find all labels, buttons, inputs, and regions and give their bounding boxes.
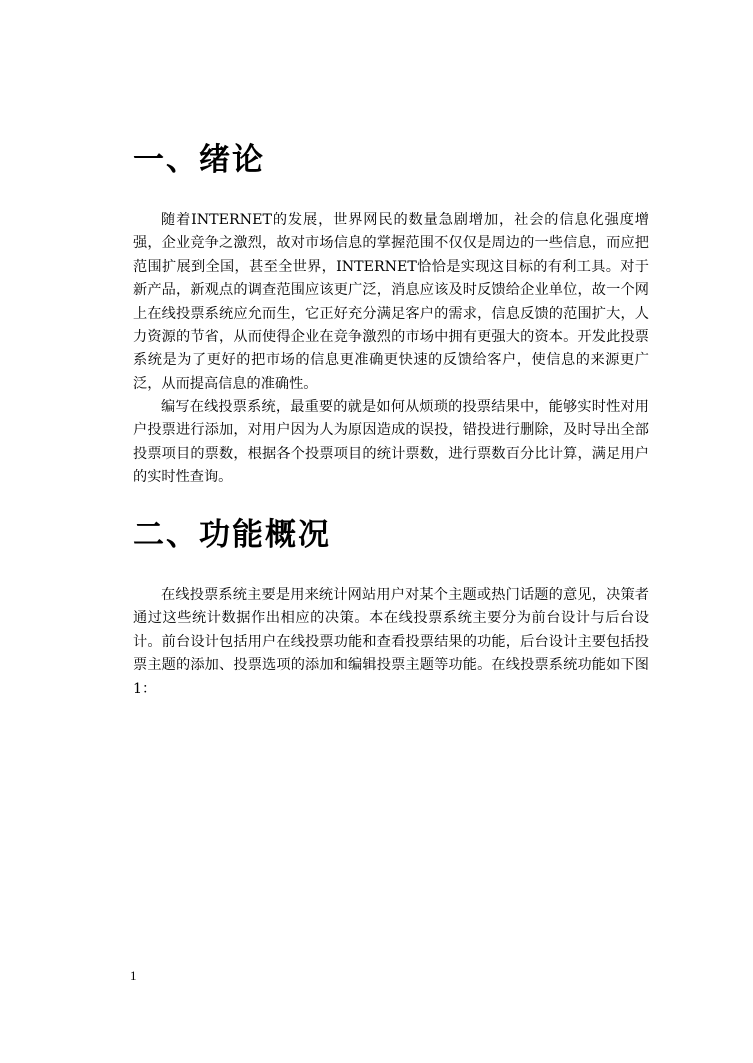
section-heading-introduction: 一、绪论 <box>133 142 265 178</box>
page-number: 1 <box>130 968 137 983</box>
intro-paragraph-2: 编写在线投票系统，最重要的就是如何从烦琐的投票结果中，能够实时性对用户投票进行添加，对用户因为人为原因造成的误投，错投进行删除，及时导出全部投票项目的票数，根据各个投票项目的统计票数，进行票数百分比计算，满足用户的实时性查询。 <box>133 399 649 486</box>
function-paragraph-1: 在线投票系统主要是用来统计网站用户对某个主题或热门话题的意见，决策者通过这些统计数据作出相应的决策。本在线投票系统主要分为前台设计与后台设计。前台设计包括用户在线投票功能和查看投票结果的功能，后台设计主要包括投票主题的添加、投票选项的添加和编辑投票主题等功能。在线投票系统功能如下图1： <box>133 587 649 697</box>
intro-paragraph-1: 随着INTERNET的发展，世界网民的数量急剧增加，社会的信息化强度增强，企业竞争之激烈，故对市场信息的掌握范围不仅仅是周边的一些信息，而应把范围扩展到全国，甚至全世界，INTERNET恰恰是实现这目标的有利工具。对于新产品，新观点的调查范围应该更广泛，消息应该及时反馈给企业单位，故一个网上在线投票系统应允而生，它正好充分满足客户的需求，信息反馈的范围扩大，人力资源的节省，从而使得企业在竞争激烈的市场中拥有更强大的资本。开发此投票系统是为了更好的把市场的信息更准确更快速的反馈给客户，使信息的来源更广泛，从而提高信息的准确性。 <box>133 212 649 392</box>
section-heading-function-overview: 二、功能概况 <box>133 517 331 553</box>
